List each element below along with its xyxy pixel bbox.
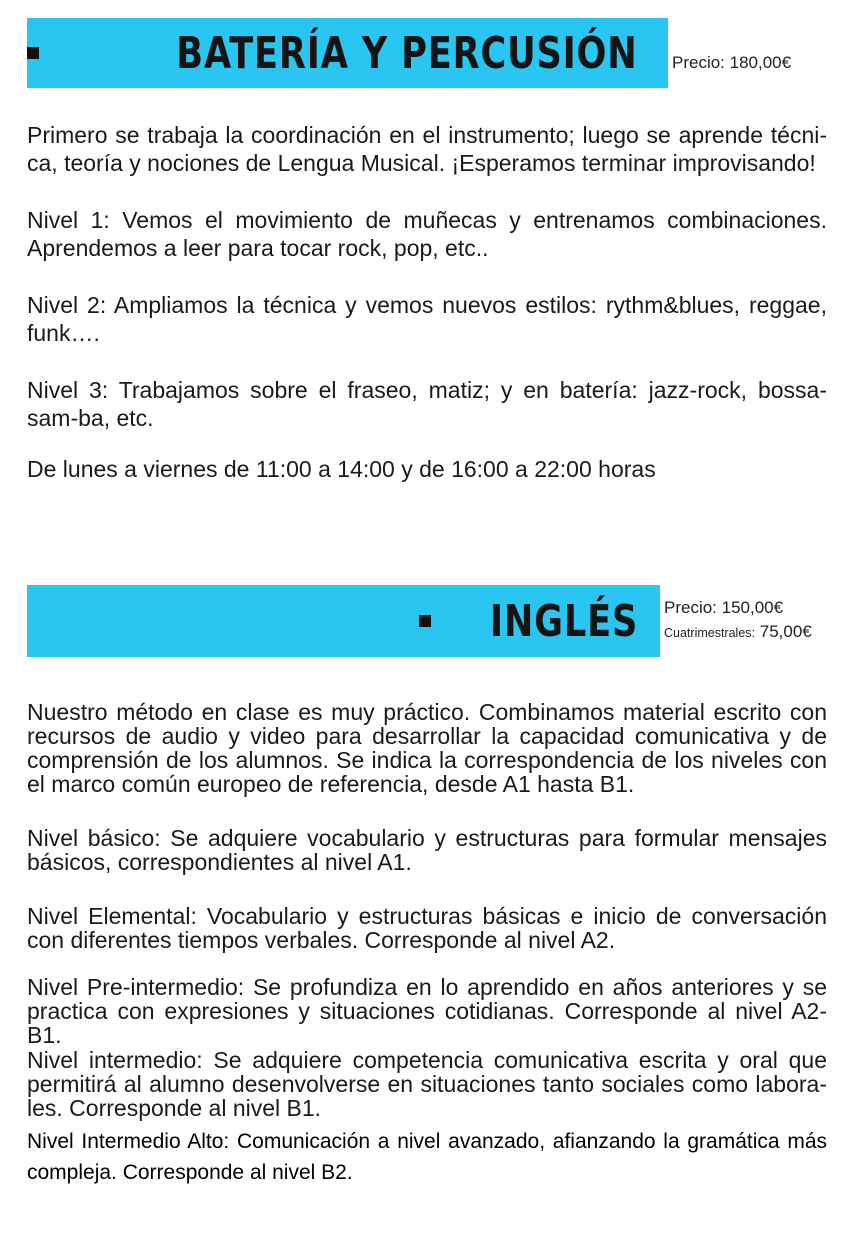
paragraph-nivel-2: Nivel 2: Ampliamos la técnica y vemos nuevos estilos: rythm&blues, reggae, funk…. — [27, 292, 827, 346]
section-title: INGLÉS — [489, 595, 638, 647]
section-banner-bateria — [27, 18, 668, 88]
paragraph-nivel-3: Nivel 3: Trabajamos sobre el fraseo, matiz; y en batería: jazz-rock, bossa-sam-ba, etc. — [27, 377, 827, 431]
bullet-square-icon — [27, 47, 39, 59]
paragraph-intro: Primero se trabaja la coordinación en el instrumento; luego se aprende técni-ca, teoría y nociones de Lengua Musical. ¡Esperamos terminar improvisando! — [27, 122, 827, 176]
paragraph-nivel-1: Nivel 1: Vemos el movimiento de muñecas y entrenamos combinaciones. Aprendemos a leer para tocar rock, pop, etc.. — [27, 207, 827, 261]
price-label: Precio: 180,00€ — [672, 53, 792, 72]
paragraph-schedule: De lunes a viernes de 11:00 a 14:00 y de 16:00 a 22:00 horas — [27, 456, 656, 482]
paragraph-nivel-basico: Nivel básico: Se adquiere vocabulario y estructuras para formular mensajes básicos, correspondientes al nivel A1. — [27, 825, 827, 875]
paragraph-nivel-intermedio-alto: Nivel Intermedio Alto: Comunicación a nivel avanzado, afianzando la gramática más compleja. Corresponde al nivel B2. — [27, 1130, 827, 1184]
paragraph-nivel-intermedio: Nivel intermedio: Se adquiere competencia comunicativa escrita y oral que permitirá al alumno desenvolverse en situaciones tanto sociales como labora-les. Corresponde al nivel B1. — [27, 1047, 827, 1121]
price-cuatrimestral-value: 75,00€ — [759, 622, 812, 641]
price-label: Precio: 150,00€ — [664, 598, 784, 617]
price-cuatrimestral — [664, 622, 812, 642]
section-title: BATERÍA Y PERCUSIÓN — [176, 27, 638, 79]
bullet-square-icon — [419, 615, 431, 627]
paragraph-nivel-pre-intermedio: Nivel Pre-intermedio: Se profundiza en lo aprendido en años anteriores y se practica con expresiones y situaciones cotidianas. Corresponde al nivel A2-B1. — [27, 974, 827, 1048]
price-cuatrimestral-label: Cuatrimestrales: — [664, 626, 755, 640]
section-banner-ingles — [27, 585, 660, 657]
paragraph-nivel-elemental: Nivel Elemental: Vocabulario y estructuras básicas e inicio de conversación con diferentes tiempos verbales. Corresponde al nivel A2. — [27, 903, 827, 953]
paragraph-method: Nuestro método en clase es muy práctico. Combinamos material escrito con recursos de audio y video para desarrollar la capacidad comunicativa y de comprensión de los alumnos. Se indica la correspondencia de los niveles con el marco común europeo de referencia, desde A1 hasta B1. — [27, 699, 827, 797]
